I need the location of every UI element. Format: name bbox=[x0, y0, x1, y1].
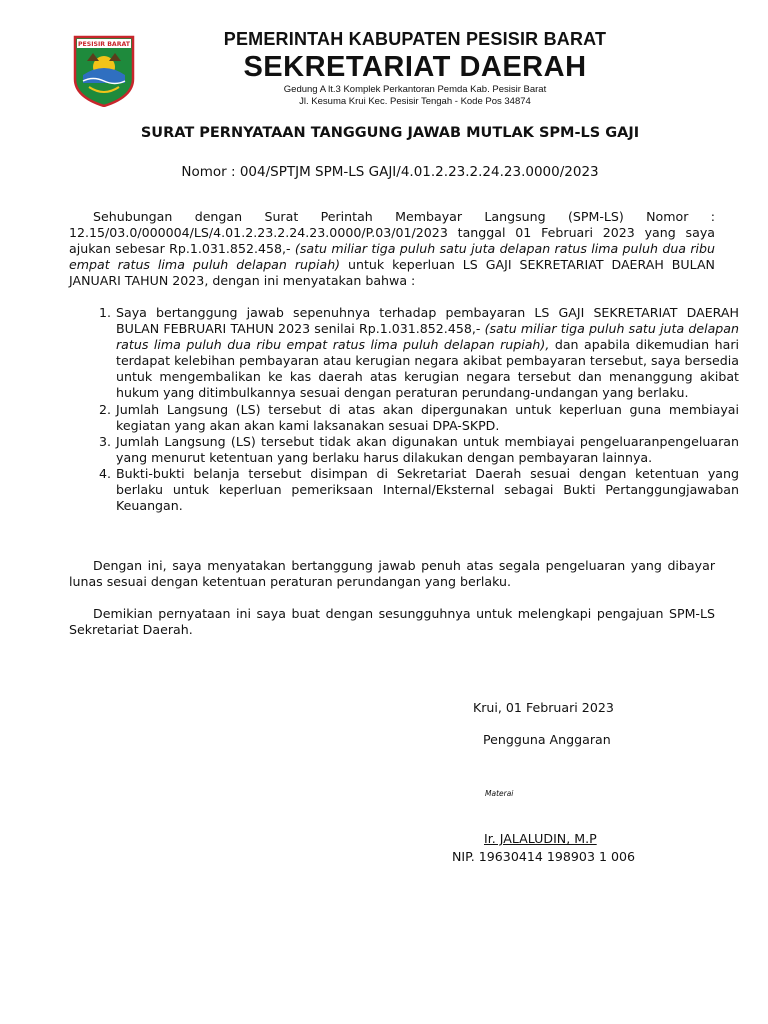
document-number: Nomor : 004/SPTJM SPM-LS GAJI/4.01.2.23.2.24.23.0000/2023 bbox=[181, 164, 599, 180]
intro-paragraph bbox=[69, 209, 715, 289]
closing-paragraph-1 bbox=[69, 558, 715, 590]
signatory-name: Ir. JALALUDIN, M.P bbox=[484, 831, 597, 846]
pesisir-barat-emblem-icon bbox=[73, 31, 135, 107]
closing-text-1: Dengan ini, saya menyatakan bertanggung jawab penuh atas segala pengeluaran yang dibayar lunas sesuai dengan ketentuan peraturan perundangan yang berlaku. bbox=[69, 558, 715, 590]
letterhead-address-line1: Gedung A lt.3 Komplek Perkantoran Pemda Kab. Pesisir Barat bbox=[283, 84, 547, 95]
closing-paragraph-2 bbox=[69, 606, 715, 638]
intro-text-before: Sehubungan dengan Surat Perintah Membayar Langsung (SPM-LS) Nomor : 12.15/03.0/000004/LS/4.01.2.23.2.24.23.0000/P.03/01/2023 tanggal 01 Februari 2023 yang saya ajukan sebesar Rp.1.031.852.458,- bbox=[69, 209, 715, 257]
document-title: SURAT PERNYATAAN TANGGUNG JAWAB MUTLAK SPM-LS GAJI bbox=[140, 125, 640, 141]
statement-list bbox=[91, 305, 739, 514]
statement-text: Jumlah Langsung (LS) tersebut di atas akan dipergunakan untuk keperluan guna membiayai kegiatan yang akan akan kami laksanakan sesuai DPA-SKPD. bbox=[116, 401, 739, 433]
signature-place-date: Krui, 01 Februari 2023 bbox=[473, 700, 614, 715]
signature-role: Pengguna Anggaran bbox=[483, 732, 611, 747]
signatory-nip: NIP. 19630414 198903 1 006 bbox=[452, 849, 636, 864]
letterhead-office: SEKRETARIAT DAERAH bbox=[243, 51, 587, 83]
intro-text-after: untuk keperluan LS GAJI SEKRETARIAT DAERAH BULAN JANUARI TAHUN 2023, dengan ini menyatakan bahwa : bbox=[69, 257, 715, 289]
letterhead-government: PEMERINTAH KABUPATEN PESISIR BARAT bbox=[223, 29, 607, 49]
statement-item bbox=[115, 305, 739, 402]
emblem-label: PESISIR BARAT bbox=[78, 41, 130, 48]
statement-item bbox=[115, 402, 739, 434]
statement-text: Jumlah Langsung (LS) tersebut tidak akan digunakan untuk membiayai pengeluaranpengeluaran yang menurut ketentuan yang berlaku harus dilakukan dengan pembayaran lainnya. bbox=[116, 433, 739, 465]
intro-amount-words: (satu miliar tiga puluh satu juta delapan ratus lima puluh dua ribu empat ratus lima puluh delapan rupiah) bbox=[69, 241, 716, 273]
statement-text: Saya bertanggung jawab sepenuhnya terhadap pembayaran LS GAJI SEKRETARIAT DAERAH BULAN FEBRUARI TAHUN 2023 senilai Rp.1.031.852.458,- bbox=[116, 305, 739, 337]
closing-text-2: Demikian pernyataan ini saya buat dengan sesungguhnya untuk melengkapi pengajuan SPM-LS Sekretariat Daerah. bbox=[69, 606, 715, 638]
statement-item bbox=[115, 434, 739, 466]
stamp-label: Materai bbox=[485, 789, 514, 798]
letterhead-address-line2: Jl. Kesuma Krui Kec. Pesisir Tengah - Kode Pos 34874 bbox=[299, 96, 531, 107]
statement-text-cont: dan apabila dikemudian hari terdapat kelebihan pembayaran atau kerugian negara akibat pembayaran tersebut, saya bersedia untuk mengembalikan ke kas daerah atas kerugian negara tersebut dan menanggung akibat hukum yang ditimbulkannya sesuai dengan peraturan perundang-undangan yang berlaku. bbox=[116, 337, 740, 401]
statement-amount-words: (satu miliar tiga puluh satu juta delapan ratus lima puluh dua ribu empat ratus lima puluh delapan rupiah), bbox=[116, 321, 739, 353]
statement-text: Bukti-bukti belanja tersebut disimpan di Sekretariat Daerah sesuai dengan ketentuan yang berlaku untuk keperluan pemeriksaan Internal/Eksternal sebagai Bukti Pertanggungjawaban Keuangan. bbox=[116, 465, 739, 514]
statement-item bbox=[115, 466, 739, 514]
